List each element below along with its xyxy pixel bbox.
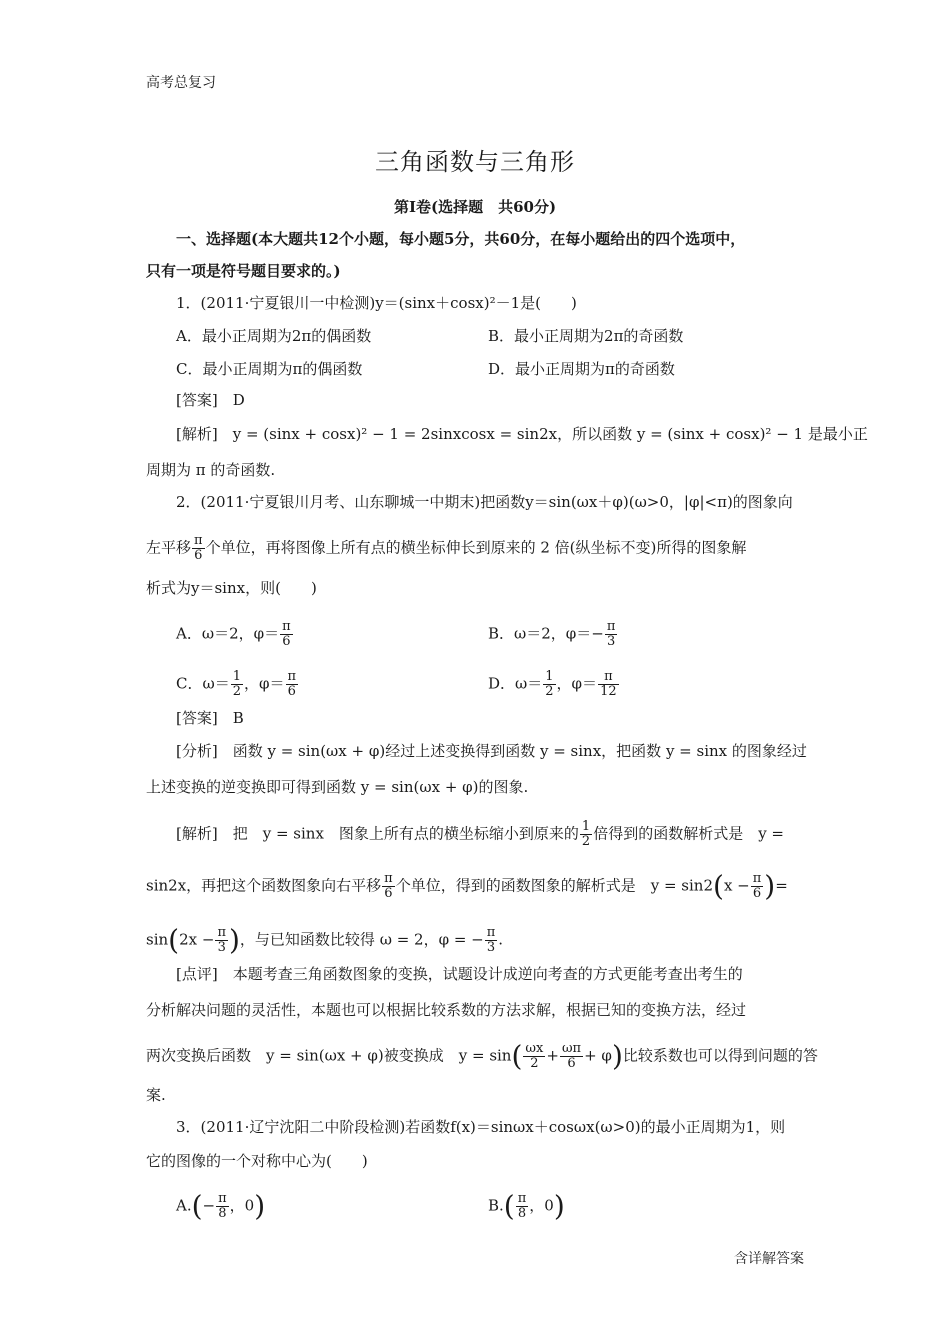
q2-option-b: B．ω＝2，φ＝− $\frac{\pi}{3}$ [488,619,616,649]
q2-stem-line-1: 2．(2011·宁夏银川月考、山东聊城一中期末)把函数y＝sin(ωx＋φ)(ω>0，|φ|<π)的图象向 [176,493,793,511]
q2-option-c: C．ω＝ $\frac{1}{2}$ ，φ＝ $\frac{\pi}{6}$ [176,669,297,699]
q2-fenxi-line-2: 上述变换的逆变换即可得到函数 y = sin(ωx + φ)的图象. [146,778,529,796]
q2-jiexi-line-2: sin2x，再把这个函数图象向右平移 $\frac{\pi}{6}$ 个单位，得到的函数图象的解析式是 y = sin2(x − $\frac{\pi}{6}$ )= [146,869,788,903]
q2-answer: [答案] B [176,709,244,727]
q2-jiexi-line-1: [解析] 把 y = sinx 图象上所有点的横坐标缩小到原来的 $\frac{1}{2}$ 倍得到的函数解析式是 y = [176,819,784,849]
section-heading-line-1: 一、选择题(本大题共12个小题，每小题5分，共60分，在每小题给出的四个选项中， [176,230,746,248]
q1-option-c: C．最小正周期为π的偶函数 [176,360,363,378]
page-header: 高考总复习 [146,75,216,91]
page-title: 三角函数与三角形 [375,148,575,176]
q1-stem: 1．(2011·宁夏银川一中检测)y＝(sinx＋cosx)²－1是( ) [176,294,577,312]
q2-dianping-line-3: 两次变换后函数 y = sin(ωx + φ)被变换成 y = sin( $\frac{\omega x}{2}$ + $\frac{\omega\pi}{6}$ + φ)比较系数也可以得到问题的答 [146,1039,818,1073]
q2-option-a: A．ω＝2，φ＝ $\frac{\pi}{6}$ [176,619,291,649]
section-subtitle: 第Ⅰ卷(选择题 共60分) [393,198,557,216]
page-footer: 含详解答案 [734,1251,804,1267]
q2-option-d: D．ω＝ $\frac{1}{2}$ ，φ＝ $\frac{\pi}{12}$ [488,669,617,699]
fraction-pi-over-6: $\frac{\pi}{6}$ [194,533,203,563]
q2-dianping-line-1: [点评] 本题考查三角函数图象的变换，试题设计成逆向考查的方式更能考查出考生的 [176,965,743,983]
q3-option-a: A.(− $\frac{\pi}{8}$ ，0) [176,1189,266,1223]
q1-option-d: D．最小正周期为π的奇函数 [488,360,675,378]
q2-dianping-line-4: 案. [146,1086,166,1104]
q2-stem-line-2: 左平移 $\frac{\pi}{6}$ 个单位，再将图像上所有点的横坐标伸长到原来的 2 倍(纵坐标不变)所得的图象解 [146,533,747,563]
q3-stem-line-1: 3．(2011·辽宁沈阳二中阶段检测)若函数f(x)＝sinωx＋cosωx(ω>0)的最小正周期为1，则 [176,1118,786,1136]
q1-analysis-line-2: 周期为 π 的奇函数. [146,461,276,479]
q2-dianping-line-2: 分析解决问题的灵活性，本题也可以根据比较系数的方法求解，根据已知的变换方法，经过 [146,1001,747,1019]
q1-option-b: B．最小正周期为2π的奇函数 [488,327,684,345]
section-heading-line-2: 只有一项是符号题目要求的。) [146,262,341,280]
q3-stem-line-2: 它的图像的一个对称中心为( ) [146,1152,368,1170]
q1-answer: [答案] D [176,391,245,409]
q2-fenxi-line-1: [分析] 函数 y = sin(ωx + φ)经过上述变换得到函数 y = sinx，把函数 y = sinx 的图象经过 [176,742,807,760]
q3-option-b: B.( $\frac{\pi}{8}$ ，0) [488,1189,565,1223]
q2-stem-line-3: 析式为y＝sinx，则( ) [146,579,317,597]
q2-jiexi-line-3: sin(2x − $\frac{\pi}{3}$ )，与已知函数比较得 ω = 2，φ = − $\frac{\pi}{3}$ . [146,923,504,957]
q1-analysis-line-1: [解析] y = (sinx + cosx)² − 1 = 2sinxcosx = sin2x，所以函数 y = (sinx + cosx)² − 1 是最小正 [176,425,868,443]
q1-option-a: A．最小正周期为2π的偶函数 [176,327,372,345]
